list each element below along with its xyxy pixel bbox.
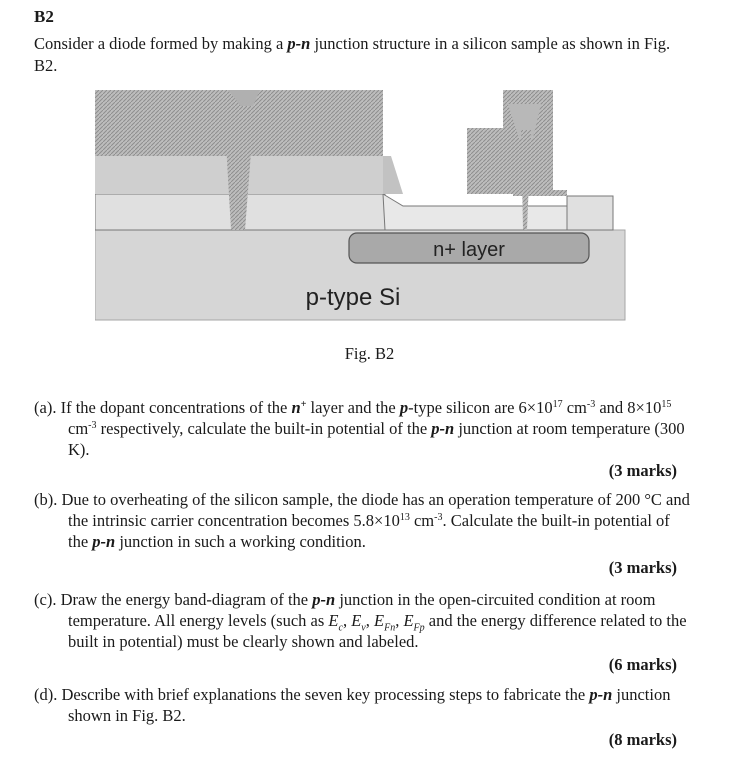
device-cross-section-figure: [95, 90, 635, 340]
question-id: B2: [34, 7, 54, 26]
part-c-marks: (6 marks): [608, 655, 677, 674]
part-a: (a). If the dopant concentrations of the n+ layer and the p-type silicon are $6\times 10^{17}$ $cm^{-3}$ and $8\times 10^{15}$ $cm^{-3}$ respectively, calculate the built-in potential of the p-n junction at room temperature (300 K).: [34, 398, 685, 459]
n-plus-label: n+ layer: [433, 239, 505, 261]
question-intro: Consider a diode formed by making a p-n junction structure in a silicon sample as shown in Fig. B2.: [34, 34, 671, 75]
part-a-marks: (3 marks): [608, 461, 677, 480]
part-b-marks: (3 marks): [608, 558, 677, 577]
part-d: (d). Describe with brief explanations the seven key processing steps to fabricate the p-n junction shown in Fig. B2.: [34, 685, 671, 725]
part-c: (c). Draw the energy band-diagram of the p-n junction in the open-circuited condition at room temperature. All energy levels (such as $E_c$, $E_v$, $E_{Fn}$, $E_{Fp}$ and the energy difference related to the built in potential) must be clearly shown and labeled.: [34, 590, 687, 651]
part-b: (b). Due to overheating of the silicon sample, the diode has an operation temperature of 200 °C and the intrinsic carrier concentration becomes $5.8\times 10^{13}$ $cm^{-3}$. Calculate the built-in potential of the p-n junction in such a working condition.: [34, 490, 690, 551]
figure-caption: Fig. B2: [344, 344, 395, 363]
p-type-label: p-type Si: [305, 284, 401, 311]
part-d-marks: (8 marks): [608, 730, 677, 749]
right-metal-contact: [467, 128, 513, 194]
